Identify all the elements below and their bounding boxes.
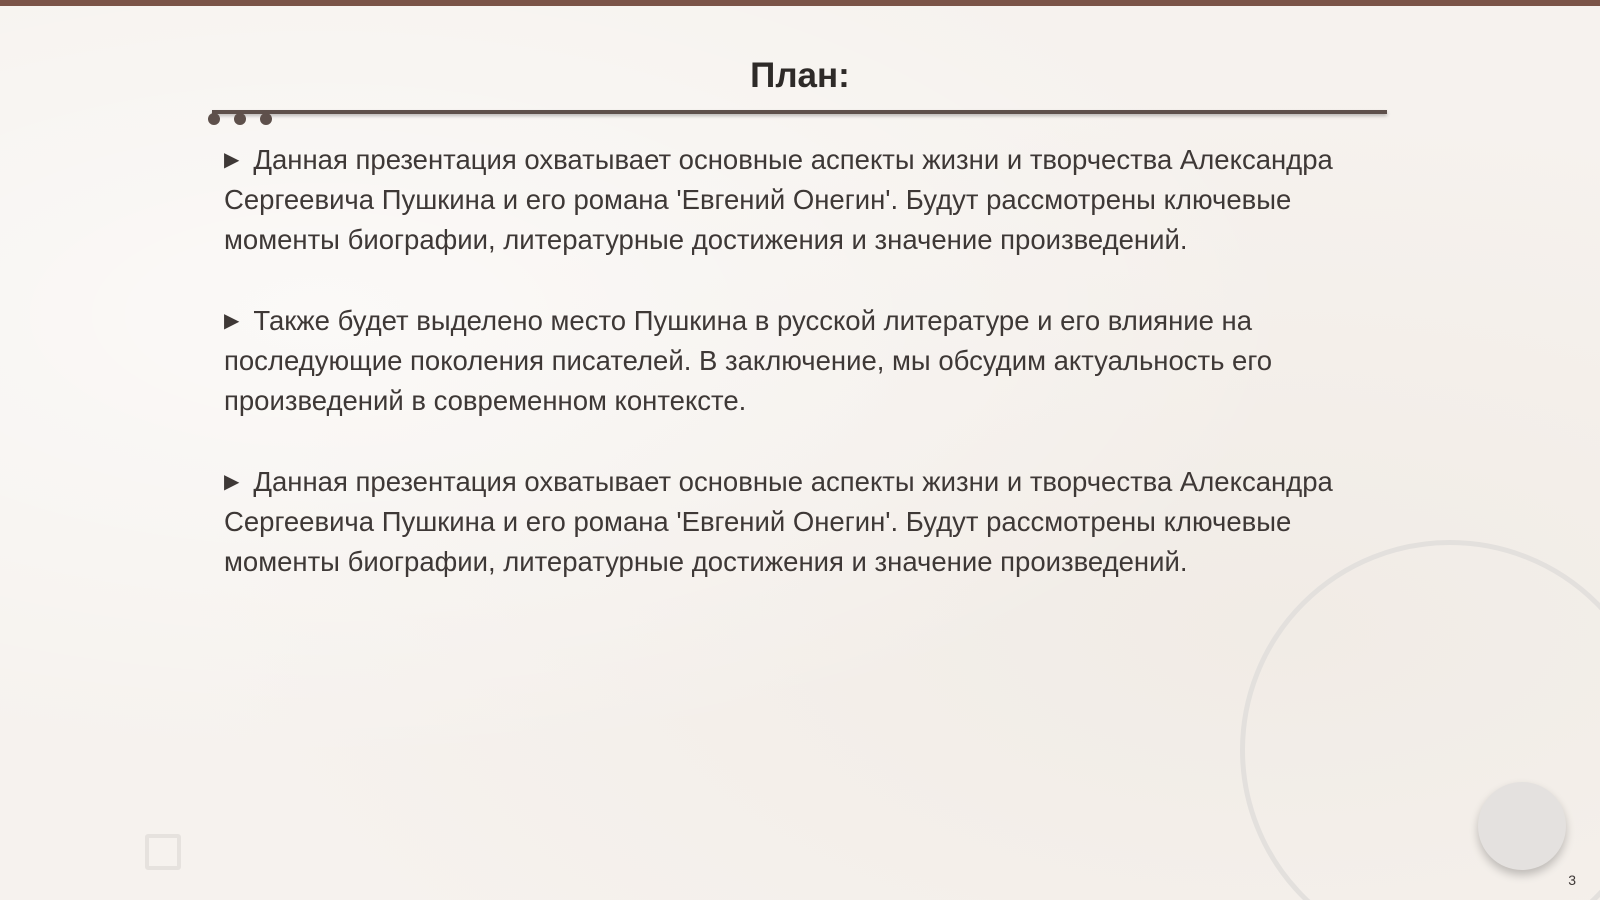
rule-dot-3 bbox=[260, 113, 272, 125]
slide-number: 3 bbox=[1568, 872, 1576, 888]
bullet-item bbox=[224, 140, 1394, 260]
rule-dot-1 bbox=[208, 113, 220, 125]
bullet-text: Данная презентация охватывает основные аспекты жизни и творчества Александра Сергеевича Пушкина и его романа 'Евгений Онегин'. Будут рассмотрены ключевые моменты биографии, литературные достижения и значение произведений. bbox=[224, 144, 1333, 255]
rule-dot-2 bbox=[234, 113, 246, 125]
bullet-text: Также будет выделено место Пушкина в русской литературе и его влияние на последующие поколения писателей. В заключение, мы обсудим актуальность его произведений в современном контексте. bbox=[224, 305, 1273, 416]
bullet-list bbox=[224, 140, 1394, 623]
slide-title: План: bbox=[750, 56, 850, 95]
bullet-item bbox=[224, 301, 1394, 421]
bullet-text: Данная презентация охватывает основные аспекты жизни и творчества Александра Сергеевича Пушкина и его романа 'Евгений Онегин'. Будут рассмотрены ключевые моменты биографии, литературные достижения и значение произведений. bbox=[224, 466, 1333, 577]
triangle-bullet-icon: ▶ bbox=[224, 310, 240, 332]
triangle-bullet-icon: ▶ bbox=[224, 149, 240, 171]
decorative-circle bbox=[1478, 782, 1566, 870]
top-accent-bar bbox=[0, 0, 1600, 6]
title-underline bbox=[212, 110, 1387, 114]
triangle-bullet-icon: ▶ bbox=[224, 471, 240, 493]
bullet-item bbox=[224, 462, 1394, 582]
decorative-square bbox=[145, 834, 181, 870]
